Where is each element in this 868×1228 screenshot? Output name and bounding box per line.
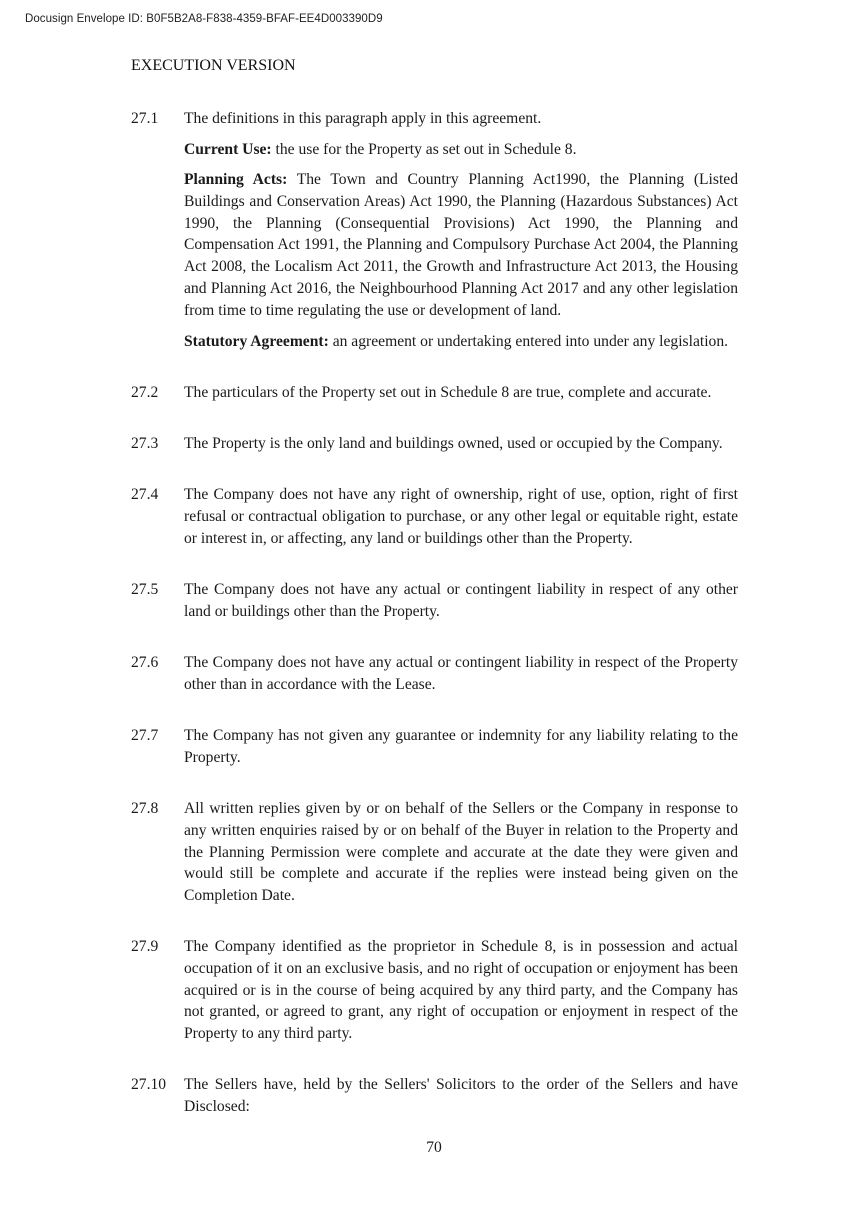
clause-27-2 [131, 382, 738, 404]
definition-text: the use for the Property as set out in Schedule 8. [271, 141, 577, 158]
clause-number: 27.1 [131, 110, 159, 127]
clause-27-1 [131, 108, 738, 130]
clause-text: The Company does not have any actual or contingent liability in respect of any other land or buildings other than the Property. [184, 581, 738, 620]
definition-term: Statutory Agreement: [184, 333, 329, 350]
clause-text: The definitions in this paragraph apply in this agreement. [184, 110, 542, 127]
clause-number: 27.5 [131, 581, 159, 598]
definition-current-use [184, 139, 738, 161]
clause-27-5 [131, 579, 738, 623]
clause-number: 27.4 [131, 486, 159, 503]
clause-text: All written replies given by or on behalf of the Sellers or the Company in response to any written enquiries raised by or on behalf of the Buyer in relation to the Property and the Planning Permission were complete and accurate at the date they were given and would still be complete and accurate if the replies were instead being given on the Completion Date. [184, 800, 738, 905]
clause-text: The particulars of the Property set out in Schedule 8 are true, complete and accurate. [184, 384, 712, 401]
document-version-label: EXECUTION VERSION [131, 57, 296, 74]
page-number: 70 [426, 1139, 442, 1156]
clause-number: 27.6 [131, 654, 159, 671]
clause-text: The Sellers have, held by the Sellers' Solicitors to the order of the Sellers and have Disclosed: [184, 1076, 738, 1115]
clause-27-3 [131, 433, 738, 455]
clause-27-9 [131, 936, 738, 1045]
clause-text: The Property is the only land and buildings owned, used or occupied by the Company. [184, 435, 723, 452]
clause-27-10 [131, 1074, 738, 1118]
clause-number: 27.10 [131, 1076, 167, 1093]
definition-text: an agreement or undertaking entered into under any legislation. [328, 333, 729, 350]
clause-27-6 [131, 652, 738, 696]
clause-27-4 [131, 484, 738, 549]
docusign-envelope-id: Docusign Envelope ID: B0F5B2A8-F838-4359-BFAF-EE4D003390D9 [25, 13, 383, 25]
clause-text: The Company has not given any guarantee or indemnity for any liability relating to the Property. [184, 727, 738, 766]
clause-27-7 [131, 725, 738, 769]
clause-number: 27.3 [131, 435, 159, 452]
clause-text: The Company does not have any actual or contingent liability in respect of the Property other than in accordance with the Lease. [184, 654, 738, 693]
clause-number: 27.8 [131, 800, 159, 817]
definition-term: Current Use: [184, 141, 272, 158]
definition-statutory-agreement [184, 331, 738, 353]
clause-number: 27.2 [131, 384, 159, 401]
definition-term: Planning Acts: [184, 171, 288, 188]
definition-planning-acts [184, 169, 738, 322]
clause-27-8 [131, 798, 738, 907]
clause-text: The Company does not have any right of ownership, right of use, option, right of first refusal or contractual obligation to purchase, or any other legal or equitable right, estate or interest in, or affecting, any land or buildings other than the Property. [184, 486, 738, 547]
definition-text: The Town and Country Planning Act1990, the Planning (Listed Buildings and Conservation Areas) Act 1990, the Planning (Hazardous Substances) Act 1990, the Planning (Consequential Provisions) Act 1990, the Planning and Compensation Act 1991, the Planning and Compulsory Purchase Act 2004, the Planning Act 2008, the Localism Act 2011, the Growth and Infrastructure Act 2013, the Housing and Planning Act 2016, the Neighbourhood Planning Act 2017 and any other legislation from time to time regulating the use or development of land. [184, 171, 738, 319]
clause-number: 27.7 [131, 727, 159, 744]
clause-text: The Company identified as the proprietor in Schedule 8, is in possession and actual occupation of it on an exclusive basis, and no right of occupation or enjoyment has been acquired or is in the course of being acquired by any third party, and the Company has not granted, or agreed to grant, any right of occupation or enjoyment in respect of the Property to any third party. [184, 938, 738, 1043]
clause-number: 27.9 [131, 938, 159, 955]
